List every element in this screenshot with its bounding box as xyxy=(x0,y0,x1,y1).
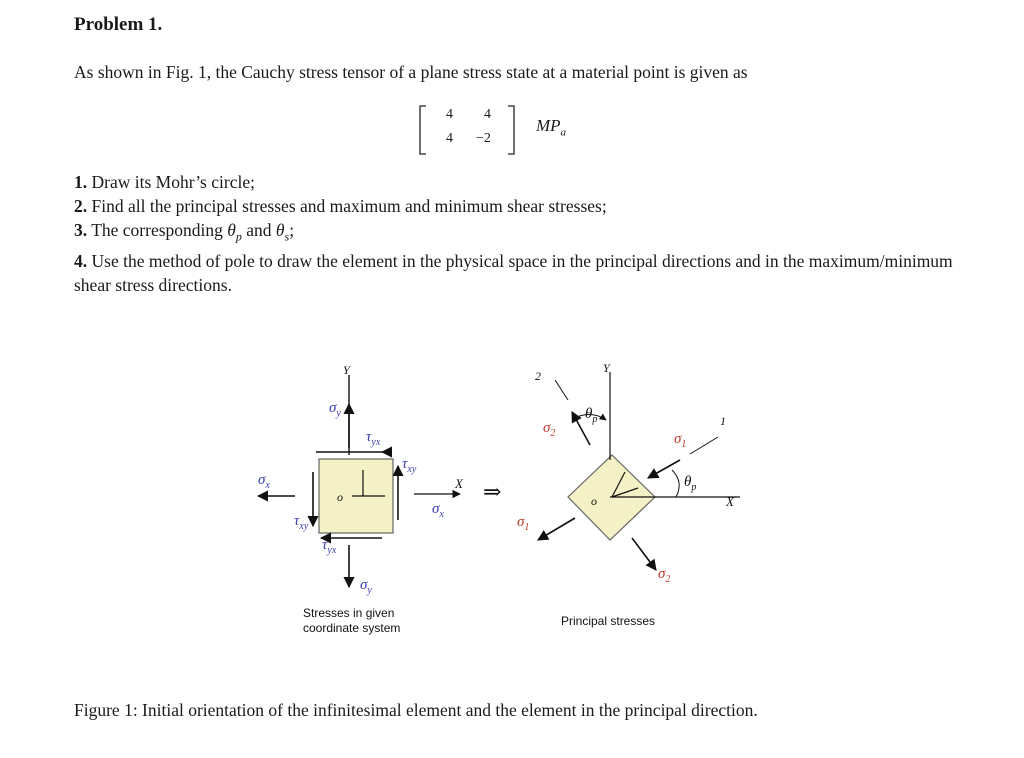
figure-caption: Figure 1: Initial orientation of the infinitesimal element and the element in the principal direction. xyxy=(74,700,758,720)
origin-label: o xyxy=(337,490,343,504)
tau-yx-top-label: $\tau_{yx}$ xyxy=(366,429,381,448)
implies-arrow: ⇒ xyxy=(483,479,502,504)
left-caption-line-1: Stresses in given xyxy=(303,606,395,620)
problem-intro: As shown in Fig. 1, the Cauchy stress tensor of a plane stress state at a material point is given as xyxy=(74,62,748,82)
axis-2-line xyxy=(555,380,568,400)
sigma-y-bottom-label: $\sigma_y$ xyxy=(360,577,372,596)
list-item: 3. The corresponding $\theta_p$ and $\theta_s$; xyxy=(74,220,295,244)
left-diagram xyxy=(258,375,460,587)
matrix-cell-12: 4 xyxy=(484,107,491,122)
sigma1-right-label: $\sigma_1$ xyxy=(674,431,687,450)
x-axis-label: X xyxy=(726,494,734,509)
principal-axis-1-label: 1 xyxy=(720,414,726,428)
right-caption: Principal stresses xyxy=(561,614,656,628)
principal-axis-2-label: 2 xyxy=(535,369,541,383)
list-item: 1. Draw its Mohr’s circle; xyxy=(74,172,255,192)
problem-title: Problem 1. xyxy=(74,14,163,35)
sigma1-left-label: $\sigma_1$ xyxy=(517,514,530,533)
y-axis-label: Y xyxy=(343,363,350,377)
sigma-y-top-label: $\sigma_y$ xyxy=(329,400,341,419)
sigma2-bottom-arrow xyxy=(632,538,656,570)
theta-p-top-label: $\theta_p$ xyxy=(585,406,598,425)
sigma-x-right-label: $\sigma_x$ xyxy=(432,501,444,520)
tau-yx-bottom-label: $\tau_{yx}$ xyxy=(322,537,337,556)
list-item: 4. Use the method of pole to draw the element in the physical space in the principal directions and in the maximum/minimum shear stress directions. xyxy=(74,250,953,295)
x-axis-label: X xyxy=(455,476,463,491)
matrix-unit: $MP_a$ xyxy=(536,116,567,139)
y-axis-label: Y xyxy=(603,361,610,375)
matrix-cell-21: 4 xyxy=(446,131,453,146)
tau-xy-right-label: $\tau_{xy}$ xyxy=(402,456,417,475)
list-item: 2. Find all the principal stresses and maximum and minimum shear stresses; xyxy=(74,196,607,216)
sigma2-bottom-label: $\sigma_2$ xyxy=(658,566,671,585)
right-diagram xyxy=(538,372,740,570)
stress-element-figure xyxy=(0,330,1024,660)
origin-label: o xyxy=(591,494,597,508)
sigma2-top-label: $\sigma_2$ xyxy=(543,420,556,439)
question-list xyxy=(74,170,954,297)
sigma-x-left-label: $\sigma_x$ xyxy=(258,472,270,491)
matrix-cell-22: −2 xyxy=(476,131,491,146)
matrix-brackets xyxy=(418,100,598,160)
theta-p-right-label: $\theta_p$ xyxy=(684,474,697,493)
sigma1-left-arrow xyxy=(538,518,575,540)
stress-tensor-matrix xyxy=(418,100,598,160)
theta-p-right-arc xyxy=(672,470,679,497)
sigma1-right-arrow xyxy=(648,460,680,478)
left-caption-line-2: coordinate system xyxy=(303,621,401,635)
axis-1-line xyxy=(690,437,718,454)
tau-xy-left-label: $\tau_{xy}$ xyxy=(294,513,309,532)
matrix-cell-11: 4 xyxy=(446,107,453,122)
